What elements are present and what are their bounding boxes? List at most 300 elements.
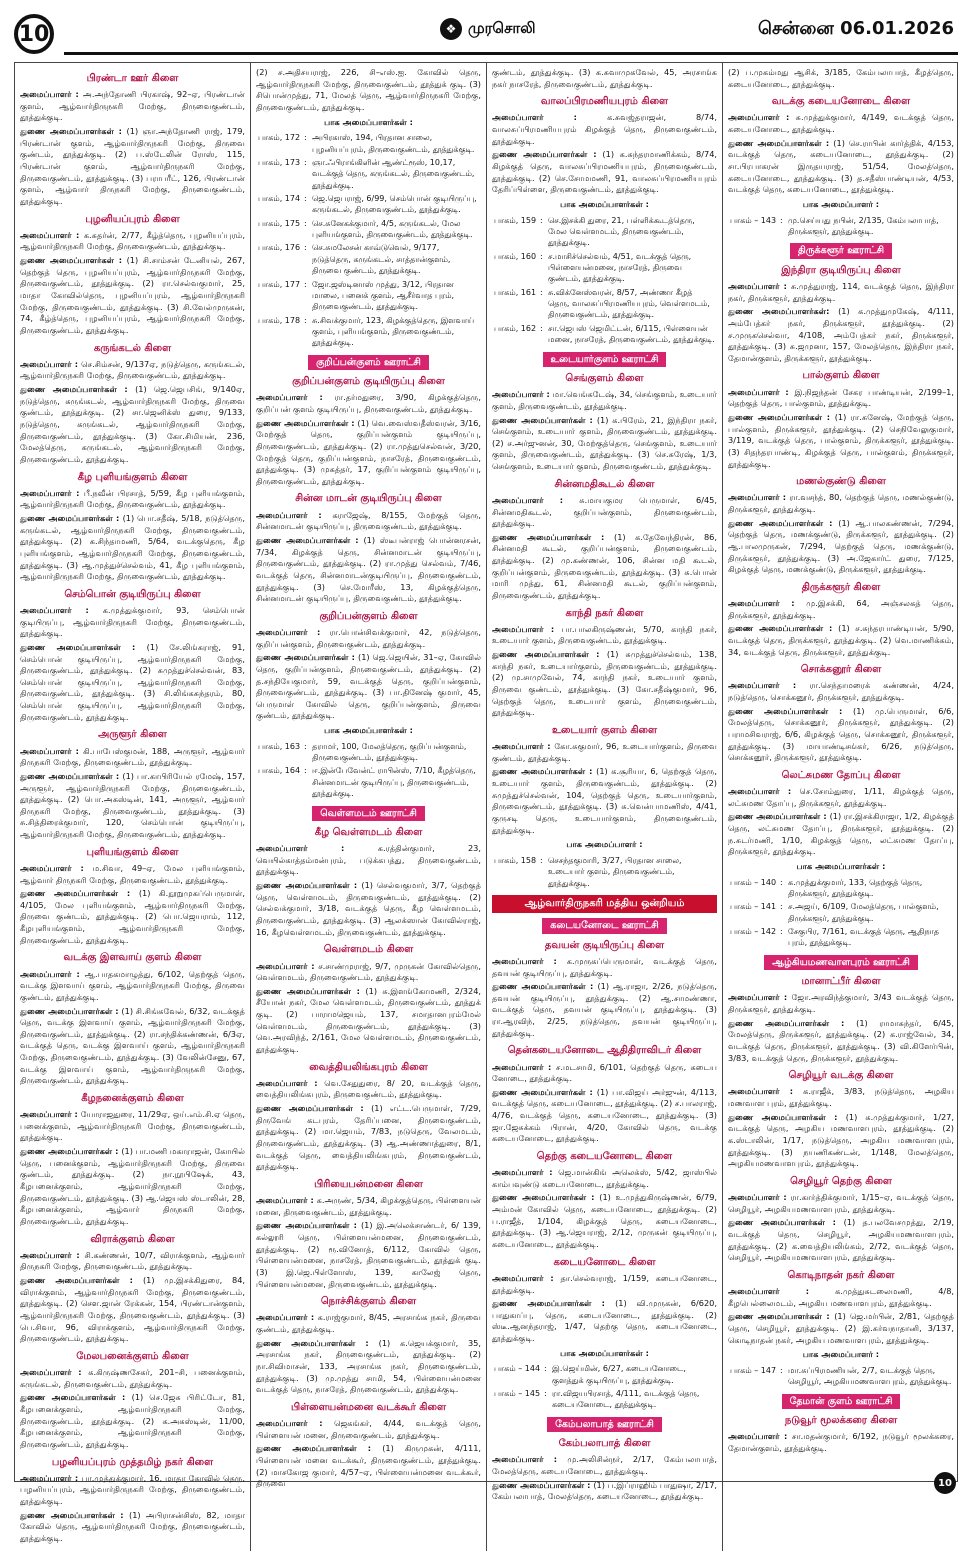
role-label: துணை அமைப்பாளர்கள் : <box>728 623 839 634</box>
role-label: அமைப்பாளர் : <box>256 509 333 520</box>
role-label: துணை அமைப்பாளர்கள் : <box>492 1086 597 1097</box>
separator-colon: : <box>780 902 783 912</box>
role-label: துணை அமைப்பாளர்கள் : <box>20 1392 132 1403</box>
member-entry <box>256 961 481 984</box>
member-details: க.முத்துசுடலைமணி, 4/8, கீழபெல்லைமடம், அழகிய மணவாளபுரம், தூத்துக்குடி. <box>728 1286 954 1308</box>
member-entry <box>256 1220 481 1290</box>
branch-heading: மேலபனைக்குளம் கிளை <box>76 1350 189 1362</box>
member-entry <box>492 415 717 473</box>
separator-colon: : <box>540 251 543 261</box>
member-details: (1) க.பிரேம், 21, இந்திரா நகர், செங்குளம், உடையார் குளம், திருவைகுண்டம், தூத்துக்குடி. (2) ச.அர்ஜுனன், 30, மேற்குத்தெரு, செங்குளம், உடையார் குளம், திருவைகுண்டம், தூத்துக்குடி. (3) செ.சுரேஷ், 1/3, செங்குளம், உடையார் குளம், திருவைகுண்டம், தூத்துக்குடி. <box>492 414 717 472</box>
role-label: துணை அமைப்பாளர்கள் : <box>256 985 366 996</box>
member-details: (1) செல்வகுமார், 3/7, தெற்குத் தெரு, வெள்ளமடம், திருவைகுண்டம், தூத்துக்குடி. (2) செல்வக்குமார், 3/18, வடக்குத் தெரு, கீழ வெள்ளமடம், திருவைகுண்டம், தூத்துக்குடி. (3) ஆலக்ஸான் கோவில்ராஜ், 16, கீழவெள்ளமடம், திருவைகுண்டம், தூத்துக்குடி. <box>256 880 481 937</box>
union-banner: ஆழ்வார்திருநகரி மத்திய ஒன்றியம் <box>492 895 717 913</box>
member-entry <box>492 67 717 90</box>
member-details: பீ.நவீன் பிரசாத், 5/59, கீழ புளியங்குளம், ஆழ்வார்திருநகரி மேற்கு, திருவைகுண்டம், தூத்துக்குடி. <box>20 487 245 510</box>
member-entry <box>728 623 954 658</box>
panchayat-banner: ஆழ்கியமணவாளபுரம் ஊராட்சி <box>764 955 918 970</box>
member-details: சு.மாயகுமர பெருமாள், 6/45, சின்னமதிகூடல், குறிப்பன்குளம், திருவைகுண்டம், தூத்துக்குடி. <box>492 494 717 529</box>
member-details: க.சுதர்ன், 2/77, கீழ்த்தெரு, புழனியப்புரம், ஆழ்வார்திருநகரி மேற்கு, திருவைகுண்டம், தூத்துக்குடி. <box>20 229 245 252</box>
page-header <box>0 0 972 54</box>
role-label: அமைப்பாளர் : <box>492 1272 561 1283</box>
branch-heading: பிரியைபன்மனை கிளை <box>314 1178 423 1190</box>
separator-colon: : <box>304 157 307 167</box>
member-details: இ.நிஜந்தன் சேகர பாண்டியன், 2/199–1, தெற்குத் தெரு, பால்குளம், தூத்துக்குடி. <box>728 386 954 409</box>
role-label: துணை அமைப்பாளர்கள் : <box>256 1443 383 1454</box>
booth-number: பாகம், 159 <box>494 215 537 225</box>
branch-heading: புளியங்குளம் கிளை <box>86 846 179 858</box>
role-label: துணை அமைப்பாளர்கள் : <box>256 1103 372 1114</box>
role-label: துணை அமைப்பாளர்கள் : <box>20 255 127 266</box>
member-details: (1) ஞா.அந்தோணி ராஜ், 179, பிரண்டான் குளம், ஆழ்வார்திருநகரி மேற்கு, திருவை குண்டம், தூத்துக்குடி. (2) ப.ஸ்டேலின் ரோஸ், 115, பிரண்டான் குளம், ஆழ்வார்திருநகரி மேற்கு, திருவைகுண்டம், தூத்துக்குடி. (3) பராபரீட், 126, பிரண்டான் குளம், ஆழ்வார் திருநகரி மேற்கு, திருவைகுண்டம், தூத்துக்குடி. <box>20 126 246 206</box>
member-entry <box>728 67 954 90</box>
branch-heading: நடுவூர் மூலக்கரை கிளை <box>784 1415 898 1427</box>
member-details: சி.கண்ணன், 10/7, விராக்குளம், ஆழ்வார் திருநகரி மேற்கு, திருவைகுண்டம், தூத்துக்குடி. <box>20 1249 245 1272</box>
booth-table <box>492 214 717 347</box>
member-details: (1) த.பலவேசமுத்து, 2/19, வடக்குத் தெரு, செழியூர், அழகியமணவாளபுரம், தூத்துக்குடி. (2) க.வைத்தியலிங்கம், 2/72, வடக்குத் தெரு, செழியூர், அழகியமணவாளபுரம், தூத்துக்குடி. <box>728 1217 954 1263</box>
branch-heading: கீழ வெள்ளமடம் கிளை <box>314 827 423 839</box>
role-label: அமைப்பாளர் : <box>256 1418 335 1429</box>
member-details: (1) கிருமுகன், 4/111, பிள்ளையன் மனை வடக்கூர், திருவைகுண்டம், தூத்துக்குடி. (2) மாசகோஜ குமார், 4/57–ஏ, பிள்ளையன்மனை வடக்கூர், திருவை <box>256 1443 482 1489</box>
branch-heading: விராக்குளம் கிளை <box>90 1233 175 1245</box>
member-details: (1) சி.சிங்கவேல், 6/32, வடக்குத் தெரு, வடக்கு இளவாய் குளம், ஆழ்வார்திருநகரி மேற்கு, திருவைகுண்டம், தூத்துக்குடி. (2) ரா.சந்திக்கண்ணன், 6/3ஏ, வடக்குத் தெரு, வடக்கு இளவாய் குளம், ஆழ்வார்திருநகரி மேற்கு, திருவைகுண்டம், தூத்துக்குடி. (3) வேலின்சேனு, 67, வடக்கு இளவாய் குளம், ஆழ்வார்திருநகரி மேற்கு, திருவைகுண்டம், தூத்துக்குடி. <box>20 1005 245 1086</box>
member-details: க.ராஜ்குமார், 8/45, அரசாங்க நகர், திருவை குண்டம், தூத்துக்குடி. <box>256 1312 481 1335</box>
footer-page-number: 10 <box>934 1472 956 1494</box>
booth-member: சு.விக்னேஸ்வரன், 8/57, அண்ணா கீழத் தெரு, வாலசுப்பிரமணியபுரம், வெள்ளமடம், திருவைகுண்டம், தூத்துக்குடி. <box>548 287 710 320</box>
member-details: (1) பா.காபிரியேல் ரமேஷ், 157, அருளூர், ஆழ்வார்திருநகரி மேற்கு, திருவைகுண்டம், தூத்துக்குடி. (2) பொ.அகஸ்டின், 141, அருளூர், ஆழ்வார் திருநகரி மேற்கு, திருவைகுண்டம், தூத்துக்குடி. (3) சு.சித்திரைக்குமார், 120, செம்பொன் குடியிருப்பு, ஆழ்வார்திருநகரி மேற்கு, திருவைகுண்டம், தூத்துக்குடி. <box>20 770 246 840</box>
booth-table <box>256 740 481 801</box>
member-details: (1) க.தேவேந்திரன், 86, சின்னமதி கூடல், குறிப்பன்குளம், திருவைகுண்டம், தூத்துக்குடி. (2) மு.கண்ணன், 106, சின்ன மதி கூடல், குறிப்பன்குளம், திருவைகுண்டம், தூத்துக்குடி. (3) சு.பொன் மாரி முத்து, 61, சின்னமதி கூடல், குறிப்பன்குளம், திருவைகுண்டம், தூத்துக்குடி. <box>492 531 717 601</box>
member-details: (1) செ.ஜேசு பிரிட்டோ, 81, கீழபனைக்குளம், ஆழ்வார்திருநகரி மேற்கு, திருவைகுண்டம், தூத்துக்குடி. (2) க.அகஸ்டின், 11/00, கீழபனைக்குளம், ஆழ்வார்திருநகரி மேற்கு, திருவைகுண்டம், தூத்துக்குடி. <box>20 1392 245 1449</box>
member-entry <box>492 1454 717 1477</box>
role-label: துணை அமைப்பாளர்கள் : <box>20 641 147 652</box>
member-details: (1) மு.இசக்கிதுரை, 84, விராக்குளம், ஆழ்வார்திருநகரி மேற்கு, திருவைகுண்டம், தூத்துக்குடி. (2) சௌ.ஜான் ரேக்கன், 154, பிரண்டான்குளம், ஆழ்வார்திருநகரி மேற்கு, திருவைகுண்டம், தூத்துக்குடி. (3) பெ.சிவா, 96, விராக்குளம், ஆழ்வார்திருநகரி மேற்கு, திருவைகுண்டம், தூத்துக்குடி. <box>20 1275 246 1344</box>
role-label: அமைப்பாளர் : <box>20 229 84 240</box>
role-label: துணை அமைப்பாளர்கள் : <box>256 534 364 545</box>
separator-colon: : <box>780 926 783 936</box>
role-label: துணை அமைப்பாளர்கள் : <box>492 1479 594 1490</box>
member-entry <box>20 888 245 946</box>
role-label: அமைப்பாளர் : <box>256 843 378 854</box>
member-entry <box>728 1286 954 1309</box>
separator-colon: : <box>304 133 307 143</box>
panchayat-banner: குறிப்பன்குளம் ஊராட்சி <box>308 355 429 370</box>
member-details: (1) ப.இப்ராஹிம் பாதுஷா, 2/17, கேம்பலாபாத், மேலத்தெரு, கடையனோடை, தூத்துக்குடி. <box>492 1479 718 1502</box>
member-details: (1) ச.சுந்தரபாண்டியன், 5/90, வடக்குத் தெரு, திருக்களூர், தூத்துக்குடி. (2) வெ.மாணிக்கம், 34, வடக்குத் தெரு, திருக்களூர், தூத்துக்குடி. <box>728 623 954 657</box>
branch-heading: சொக்கனூர் கிளை <box>800 664 882 676</box>
role-label: துணை அமைப்பாளர்கள் : <box>728 811 830 822</box>
column-2 <box>251 63 487 1551</box>
member-entry <box>20 513 245 583</box>
role-label: அமைப்பாளர் : <box>256 1077 325 1088</box>
member-entry <box>20 1275 245 1345</box>
booth-number: பாகம், 178 <box>258 315 301 325</box>
branch-heading: மானாட்பீர் கிளை <box>801 976 881 988</box>
role-label: அமைப்பாளர் : <box>492 741 555 752</box>
separator-colon: : <box>304 218 307 228</box>
member-entry <box>256 535 481 605</box>
column-3 <box>487 63 723 1551</box>
member-details: (1) சே.லிங்கராஜ், 91, செம்பொன் குடியிருப்பு, ஆழ்வார்திருநகரி மேற்கு, திருவைகுண்டம், தூத்துக்குடி. (2) சுமுத்துச்செல்வன், 83, செம்பொன் குடியிருப்பு, ஆழ்வார்திருநகரி மேற்கு, திருவைகுண்டம், தூத்துக்குடி. (3) சி.லிங்கசுந்தரம், 80, செம்பொன் குடியிருப்பு, ஆழ்வார்திருநகரி மேற்கு, திருவைகுண்டம், தூத்துக்குடி. <box>20 641 245 722</box>
role-label: துணை அமைப்பாளர்கள்: <box>728 306 839 317</box>
booth-subheading: பாக அமைப்பாளர்கள் : <box>324 116 413 127</box>
booth-member: சேகுபிர, 7/161, வடக்குத் தெரு, ஆதிநாத புரம், தூத்துக்குடி. <box>788 926 939 948</box>
role-label: துணை அமைப்பாளர்கள் : <box>728 1311 835 1322</box>
role-label: துணை அமைப்பாளர்கள் : <box>492 414 597 425</box>
panchayat-banner: கடையனோடை ஊராட்சி <box>542 918 666 933</box>
member-details: (1) ஆ.பாலகண்ணன், 7/294, தெற்குத் தெரு, மணக்குண்டு, திருக்களூர், தூத்துக்குடி. (2) ஆ.பாலமுருகன், 7/294, தெற்குத் தெரு, மணக்குண்டு, திருக்களூர், தூத்துக்குடி. (3) அ.ஜேகார்ட் துரை, 7/125, கிழக்குத் தெரு, மணக்குண்டு, திருக்களூர், தூத்துக்குடி. <box>728 517 954 575</box>
member-entry <box>492 1062 717 1085</box>
branch-heading: வடக்கு கடையனோடை கிளை <box>771 96 911 108</box>
branch-heading: திருக்களூர் கிளை <box>801 581 881 593</box>
member-entry <box>256 986 481 1056</box>
booth-number: பாகம் – 140 <box>730 877 777 887</box>
panchayat-banner: வெள்ளமடம் ஊராட்சி <box>312 806 425 821</box>
member-entry <box>492 649 717 719</box>
booth-subheading: பாக அமைப்பாளர்கள் : <box>560 198 649 209</box>
member-details: (1) ஆ.ராஜா, 2/26, நடுத்தெரு, தவயன் குடியிருப்பு, தூத்துக்குடி. (2) ஆ.சாமண்ணா, வடக்குத் தெரு, தவயன் குடியிருப்பு, தூத்துக்குடி. (3) ரா.ஆரவிந், 2/25, நடுத்தெரு, தவயன் குடியிருப்பு, தூத்துக்குடி. <box>492 981 718 1038</box>
member-entry <box>728 1217 954 1264</box>
branch-heading: வைத்தியலிங்கபுரம் கிளை <box>309 1061 428 1073</box>
member-details: கராஜேஷ், 8/155, மேற்குத் தெரு, சின்னமாடன் குடியிருப்பு, திருவைகுண்டம், தூத்துக்குடி. <box>256 509 481 532</box>
branch-heading: லெட்சுமண தோப்பு கிளை <box>781 769 901 781</box>
role-label: அமைப்பாளர் : <box>20 862 93 873</box>
member-entry <box>492 981 717 1039</box>
role-label: துணை அமைப்பாளர்கள் : <box>492 649 607 660</box>
role-label: துணை அமைப்பாளர்கள் : <box>728 1111 846 1122</box>
role-label: துணை அமைப்பாளர்கள் : <box>256 880 362 891</box>
role-label: அமைப்பாளர் : <box>728 1192 791 1203</box>
role-label: அமைப்பாளர் : <box>492 623 562 634</box>
member-details: (1) வி.முருகன், 6/620, பாதுகாப்பு, தெரு, கடையனோடை, தூத்துக்குடி. (2) ஸ்டீ.ஆனந்தராஜ், 1/47, தெற்கு தெரு, கடையனோடை, தூத்துக்குடி. <box>492 1298 717 1344</box>
member-details: (2) ச.அதிசயராஜ், 226, சி–எஸ்.ஐ. கோவில் தெரு, ஆழ்வார்திருநகரி மேற்கு, திருவைகுண்டம், தூத்துக் குடி. (3) சிபொன்முத்து, 71, மேலத் தெரு, ஆழ்வார்திருநகரி மேற்கு, திருவைகுண்டம், தூத்துக்குடி. <box>256 67 481 112</box>
separator-colon: : <box>540 855 543 865</box>
member-details: க.அருண், 5/34, கிழக்குத்தெரு, பிள்ளையன் மனை, திருவைகுண்டம், தூத்துக்குடி. <box>256 1195 481 1217</box>
member-entry <box>20 359 245 382</box>
member-details: கோ.சுகுமார், 96, உடையார்குளம், திருவை குண்டம், தூத்துக்குடி. <box>492 741 717 763</box>
member-details: (1) பா.விஜய் அர்ஜுன், 4/113, வடக்குத் தெரு, கடையனோடை, தூத்துக்குடி. (2) ச.பாலராஜ், 4/76, வடக்குத் தெரு, கடையனோடை, தூத்துக்குடி. (3) ஜா.ஜேசுக்கம் பிரான், 4/20, கோவில் தெரு, வடக்கு கடையனோடை, தூத்துக்குடி. <box>492 1086 717 1144</box>
role-label: அமைப்பாளர் : <box>256 960 319 971</box>
member-entry <box>728 387 954 410</box>
role-label: அமைப்பாளர் : <box>728 386 795 397</box>
role-label: அமைப்பாளர் : <box>492 1167 559 1178</box>
booth-number: பாகம், 164 <box>258 766 301 776</box>
member-details: (1) ரா.சுனேஷ், மேற்குத் தெரு, பால்குளம், திருக்களூர், தூத்துக்குடி. (2) செநிவேலுகுமார், 3/119, வடக்குத் தெரு, பால்குளம், திருக்களூர், தூத்துக்குடி. (3) சிதந்தரபாண்டி, கிழக்குத் தெரு, பால்குளம், திருக்களூர், தூத்துக்குடி. <box>728 411 954 469</box>
role-label: துணை அமைப்பாளர்கள் : <box>20 1509 130 1520</box>
separator-colon: : <box>780 215 783 225</box>
role-label: அமைப்பாளர் : <box>492 389 553 400</box>
member-entry <box>728 811 954 858</box>
member-entry <box>20 89 245 124</box>
member-entry <box>20 230 245 253</box>
member-details: செ.சிம்சன், 9/137ஏ, நடுத்தெரு, கருங்கடல், ஆழ்வார்திருநகரி மேற்கு, திருவைகுண்டம், தூத்துக்குடி. <box>20 358 246 381</box>
role-label: துணை அமைப்பாளர்கள் : <box>492 981 598 992</box>
booth-table <box>728 1364 954 1389</box>
member-details: க.கிருஷ்ணசேகர், 201–சி, பனைக்குளம், கருங்கடல், திருவைகுண்டம், தூத்துக்குடி. <box>20 1367 245 1389</box>
member-details: கி.பாபேஸ்குமன், 188, அருளூர், ஆழ்வார் திருநகரி மேற்கு, திருவைகுண்டம், தூத்துக்குடி. <box>20 745 245 768</box>
booth-table <box>492 854 717 890</box>
role-label: துணை அமைப்பாளர்கள் : <box>20 888 139 899</box>
member-entry <box>492 1167 717 1190</box>
member-entry <box>492 495 717 530</box>
role-label: துணை அமைப்பாளர்கள் : <box>492 149 603 160</box>
member-entry <box>728 598 954 621</box>
booth-subheading: பாக அமைப்பாளர்கள் : <box>324 725 413 736</box>
role-label: அமைப்பாளர் : <box>20 1249 85 1260</box>
booth-table <box>728 214 954 239</box>
role-label: துணை அமைப்பாளர்கள் : <box>20 512 123 523</box>
role-label: அமைப்பாளர் : <box>256 392 335 403</box>
separator-colon: : <box>540 215 543 225</box>
member-entry <box>256 1418 481 1441</box>
booth-row <box>256 241 481 277</box>
member-details: க.முத்துக்குமார், 93, செம்பொன் குடியிருப்பு, ஆழ்வார்திருநகரி மேற்கு, திருவைகுண்டம், தூத்துக்குடி. <box>20 605 245 639</box>
member-entry <box>20 384 245 465</box>
member-details: ஜோ.அரவிந்த்குமார், 3/43 வடக்குத் தெரு, திருக்களூர், தூத்துக்குடி. <box>728 992 955 1015</box>
role-label: துணை அமைப்பாளர்கள் : <box>256 417 358 428</box>
paper-name: முரசொலி <box>468 19 536 37</box>
member-entry <box>20 642 245 723</box>
member-details: யோராஜதுரை, 11/29ஏ, ஒய்.எம்.சி.ஏ தெரு, பனைக்குளம், ஆழ்வார்திருநகரி மேற்கு, திருவைகுண்டம், தூத்துக்குடி. <box>20 1109 245 1143</box>
separator-colon: : <box>304 279 307 289</box>
member-details: ரா.கார்த்திக்குமார், 1/15–ஏ, வடக்குத் தெரு, செழியூர், அழகியமணவாளபுரம், தூத்துக்குடி. <box>728 1192 955 1214</box>
member-entry <box>20 1146 245 1227</box>
member-entry <box>492 532 717 602</box>
booth-member: செசந்தகுமாரி, 3/27, பிரதான சாலை, உடையார் குளம், திருவைகுண்டம், தூத்துக்குடி. <box>548 855 682 888</box>
member-details: (1) ஜெ.ஜெபசிங், 9/140ஏ, நடுத்தெரு, கருங்கடல், ஆழ்வார்திருநகரி மேற்கு, திருவை குண்டம், தூத்துக்குடி. (2) சா.ஜெனிக்ஸ் துரை, 9/133, நடுத்தெரு, கருங்கடல், ஆழ்வார்திருநகரி மேற்கு, திருவைகுண்டம், தூத்துக்குடி. (3) கோ.சிமியன், 236, மேலத்தெரு, கருங்கடல், ஆழ்வார்திருநகரி மேற்கு, திருவைகுண்டம், தூத்துக்குடி. <box>20 384 245 464</box>
booth-row <box>492 1387 717 1412</box>
role-label: துணை அமைப்பாளர்கள் : <box>728 411 835 422</box>
member-details: (1) செ.ராபின் கார்த்திக், 4/153, வடக்குத் தெரு, கடையனோடை, தூத்துக்குடி. (2) சா.பிரபாகரன் இருதயராஜ், 51/54, மேலத்தெரு, கடையனோடை, தூத்துக்குடி. (3) த.சதீஸ்பாண்டியன், 4/53, வடக்குத் தெரு, கடையனோடை, தூத்துக்குடி. <box>728 137 955 195</box>
header-rule <box>64 52 958 55</box>
booth-row <box>256 764 481 800</box>
member-entry <box>256 652 481 722</box>
member-entry <box>492 956 717 979</box>
booth-row <box>256 131 481 156</box>
booth-subheading: பாக அமைப்பாளர்கள் : <box>796 860 886 871</box>
member-entry <box>256 392 481 415</box>
member-entry <box>20 1367 245 1390</box>
member-entry <box>256 880 481 938</box>
branch-heading: உடையார் குளம் கிளை <box>551 724 658 736</box>
member-details: செ.சோம்துரை, 1/11, கிழக்குத் தெரு, லட்சுமண தோப்பு, திருக்களூர், தூத்துக்குடி. <box>728 786 954 808</box>
member-entry <box>728 992 954 1015</box>
role-label: துணை அமைப்பாளர்கள் : <box>492 766 597 777</box>
member-entry <box>492 1087 717 1145</box>
member-details: பா.பாலகிருஷ்ணன், 5/70, காந்தி நகர், உடையார் குளம், திருவைகுண்டம், தூத்துக்குடி. <box>492 623 718 646</box>
role-label: அமைப்பாளர் : <box>728 992 792 1003</box>
member-entry <box>492 741 717 764</box>
member-details: (1) உ.முத்துகிருஷ்ணன், 6/79, அம்மன் கோவில் தெரு, கடையனோடை, தூத்துக்குடி. (2) ப.ராஜீத், 1/104, கிழக்குத் தெரு, கடையனோடை, தூத்துக்குடி. (3) ஆ.ஜெயராஜ், 2/12, முருகன் குடியிருப்பு, கடையனோடை, தூத்துக்குடி. <box>492 1192 718 1250</box>
branch-heading: சின்ன மாடன் குடியிருப்பு கிளை <box>295 493 442 505</box>
member-entry <box>728 112 954 135</box>
branch-heading: அருளூர் கிளை <box>98 729 167 741</box>
branch-heading: பழனியப்புரம் முத்தமிழ் நகர் கிளை <box>51 1456 214 1468</box>
booth-number: பாகம் – 144 <box>494 1364 541 1374</box>
member-entry <box>492 624 717 647</box>
member-details: (1) சு.இளங்கோமணி, 2/324, சீயோன் நகர், மேல வெள்ளமடம், திருவைகுண்டம், தூத்துக் குடி. (2) பாராமஜெயம், 137, சமாதானபுரம்மேல் வெள்ளமடம், திருவைகுண்டம், தூத்துக்குடி. (3) வெ.அரவிந்த், 2/161, மேல வெள்ளமடம், திருவைகுண்டம், தூத்துக்குடி. <box>256 985 482 1054</box>
member-details: ம.சிவா, 49–ஏ, மேல புளியங்குளம், ஆழ்வார் திருநகரி மேற்கு, திருவைகுண்டம், தூத்துக்குடி. <box>20 862 245 885</box>
role-label: அமைப்பாளர் : <box>492 1454 568 1465</box>
booth-row <box>492 250 717 286</box>
member-details: (1) வெ.வைஸ்வதீஸ்வரன், 3/16, மேற்குத் தெரு, குறிப்பன்குளம் குடியிருப்பு, திருவைகுண்டம், தூத்துக்குடி. (2) ரா.முத்துசெல்வன், 3/20, மேற்குத் தெரு, குறிப்பன்குளம், நாசரேத், திருவைகுண்டம், தூத்துக்குடி. (3) முகத்தர், 17, குறிப்பன்குளம் குடியிருப்பு, திருவைகுண்டம், தூத்துக்குடி. <box>256 417 481 486</box>
role-label: அமைப்பாளர் : <box>728 1431 792 1442</box>
member-details: (1) சுமுத்துச்செல்வம், 138, காந்தி நகர், உடையார்குளம், திருவைகுண்டம், தூத்துக்குடி. (2) மு.சாமுவேல், 74, காந்தி நகர், உடையார் குளம், திருவை குண்டம், தூத்துக்குடி. (3) கோ.சதீஷ்குமார், 96, தெற்குத் தெரு, உடையார் குளம், திருவைகுண்டம், தூத்துக்குடி. <box>492 649 717 718</box>
branch-heading: செங்குளம் கிளை <box>565 373 644 385</box>
member-details: க.ராஜீக், 3/83, நடுத்தெரு, அழகிய மணவாள புரம், தூத்துக்குடி. <box>728 1086 954 1109</box>
panchayat-banner: தேமான் குளம் ஊராட்சி <box>782 1394 901 1409</box>
member-details: (1) சி.சாம்சன் டேனியல், 267, தெற்குத் தெரு, புழனியப்புரம், ஆழ்வார்திருநகரி மேற்கு, திருவைகுண்டம், தூத்துக்குடி. (2) ரா.செல்வகுமார், 25, மாதா கோவில்தெரு, புழனியப்புரம், ஆழ்வார்திருநகரி மேற்கு, திருவைகுண்டம், தூத்துக்குடி. (3) சி.வேல்முருகன், 74, கீழ்த்தெரு, புழனியப்புரம், ஆழ்வார்திருநகரி மேற்கு, திருவைகுண்டம், தூத்துக்குடி. <box>20 255 245 335</box>
booth-subheading: பாக அமைப்பாளர் : <box>566 839 643 850</box>
member-entry <box>728 281 954 304</box>
booth-row <box>256 192 481 217</box>
masthead <box>440 18 536 40</box>
branch-heading: வெள்ளமடம் கிளை <box>323 944 414 956</box>
separator-colon: : <box>304 766 307 776</box>
role-label: அமைப்பாளர் : <box>492 112 608 123</box>
role-label: துணை அமைப்பாளர்கள் : <box>492 1298 616 1309</box>
separator-colon: : <box>304 243 307 253</box>
member-details: க.சுவஜ்தராஜன், 8/74, வாலசுப்பிரமணியபுரம் கிழக்குத் தெரு, திருவைகுண்டம், தூத்துக்குடி. <box>492 112 717 146</box>
branch-heading: தெற்கு கடையனோடை கிளை <box>536 1151 673 1163</box>
member-entry <box>492 766 717 836</box>
booth-number: பாகம், 158 <box>494 855 537 865</box>
booth-row <box>256 314 481 350</box>
member-entry <box>728 1086 954 1109</box>
role-label: அமைப்பாளர் : <box>20 1472 82 1483</box>
booth-number: பாகம், 173 <box>258 157 301 167</box>
member-entry <box>728 412 954 470</box>
member-details: ரா.தர்மதுரை, 3/90, கிழக்குத்தெரு, குறிப்பன் குளம் குடியிருப்பு, திருவைகுண்டம், தூத்துக்குடி. <box>256 392 481 414</box>
role-label: அமைப்பாளர் : <box>492 1061 556 1072</box>
booth-subheading: பாக அமைப்பாளர்கள் : <box>560 1347 649 1358</box>
role-label: அமைப்பாளர் : <box>20 358 82 369</box>
panchayat-banner: திருக்களூர் ஊராட்சி <box>790 243 892 258</box>
member-entry <box>728 306 954 364</box>
role-label: அமைப்பாளர் : <box>256 626 330 637</box>
role-label: துணை அமைப்பாளர்கள் : <box>728 517 839 528</box>
member-entry <box>728 518 954 576</box>
branch-heading: கேம்பலாபாத் கிளை <box>558 1438 651 1450</box>
branch-heading: பால்குளம் கிளை <box>802 370 880 382</box>
branch-heading: குறிப்பன்குளம் குடியிருப்பு கிளை <box>292 376 445 388</box>
booth-number: பாகம், 175 <box>258 218 301 228</box>
booth-row <box>728 214 954 239</box>
booth-member: ஞா.ஃபிராங்கிளின் ஆண்ட்ரூஸ், 10,17, வடக்குத் தெரு, கருங்கடல், திருவைகுண்டம், தூத்துக்குடி. <box>312 157 475 190</box>
booth-member: அபிரகாஸ், 194, பிரதான சாலை, புழனியப்புரம், திருவைகுண்டம், தூத்துக்குடி. <box>312 133 475 154</box>
member-entry <box>256 1312 481 1335</box>
separator-colon: : <box>540 323 543 333</box>
member-details: அ.அந்தோணி பிரகாஷ், 92–ஏ, பிரண்டான் குளம், ஆழ்வார்திருநகரி மேற்கு, திருவைகுண்டம், தூத்துக்குடி. <box>20 89 245 123</box>
separator-colon: : <box>540 287 543 297</box>
booth-subheading: பாக அமைப்பாளர் : <box>802 1349 880 1360</box>
role-label: அமைப்பாளர் : <box>20 1367 89 1378</box>
member-entry <box>256 510 481 533</box>
booth-member: மு.செய்யது நபின், 2/135, கேம்பலாபாத், திருக்களூர், தூத்துக்குடி. <box>788 215 939 236</box>
member-entry <box>256 1103 481 1173</box>
member-details: (1) கி.நூறுமுகப்பெருமாள், 4/105, மேல புளியங்குளம், ஆழ்வார்திருநகரி மேற்கு, திருவை குண்டம், தூத்துக்குடி. (2) பொ.ஜெயராம், 112, கீழபுளியங்குளம், ஆழ்வார்திருநகரி மேற்கு, திருவைகுண்டம், தூத்துக்குடி. <box>20 888 245 945</box>
member-entry <box>728 786 954 809</box>
booth-row <box>492 286 717 322</box>
member-details: (1) எட்ட.பெருமாள், 7/29, திருவேங் கடபுரம், தேரிப்பனை, திருவைகுண்டம், தூத்துக்குடி. (2) மா.ஜெயம், 7/83, நடுதெரு, வேலமடம், திருவைகுண்டம், தூத்துக்குடி. (3) ஆ.அண்ணாத்துரை, 8/1, வடக்குத் தெரு, வைத்தியலிங்கபுரம், திருவைகுண்டம், தூத்துக்குடி. <box>256 1103 481 1172</box>
role-label: அமைப்பாளர் : <box>20 745 84 756</box>
member-details: (1) மு.பெருமாள், 6/6, மேலத்தெரு, சொக்கனூர், திருக்களூர், தூத்துக்குடி. (2) பராமசிவராஜ், 6/6, கிழக்குத் தெரு, சொக்கனூர், திருக்களூர், தூத்துக்குடி. (3) மாயாண்டிசங்கர், 6/26, நடுத்தெரு, சொக்கனூர், திருக்களூர், தூத்துக்குடி. <box>728 705 954 763</box>
member-entry <box>728 138 954 196</box>
branch-heading: நொச்சிக்குளம் கிளை <box>320 1296 417 1308</box>
branch-heading: செழியூர் வடக்கு கிளை <box>788 1070 894 1082</box>
separator-colon: : <box>304 194 307 203</box>
masthead-logo-icon: ❖ <box>440 18 462 40</box>
member-entry <box>256 1078 481 1101</box>
role-label: துணை அமைப்பாளர்கள் : <box>20 126 127 137</box>
role-label: அமைப்பாளர் : <box>20 605 103 615</box>
panchayat-banner: கேம்பலாபாத் ஊராட்சி <box>547 1417 662 1432</box>
member-entry <box>20 863 245 886</box>
member-entry <box>492 112 717 147</box>
member-details: ரா.வசந்த், 80, தெற்குத் தெரு, மணல்குண்டு, திருக்களூர், தூத்துக்குடி. <box>728 492 954 514</box>
member-details: (1) ராமாசுந்தர், 6/45, மேலத்தெரு, திருக்களூர், தூத்துக்குடி. (2) க.ராஜ்வேல், 34, வடக்குத் தெரு, திருக்களூர், தூத்துக்குடி. (3) வி.கிளேர்பின், 3/83, வடக்குத் தெரு, திருக்களூர், தூத்துக்குடி. <box>728 1017 954 1063</box>
booth-member: ஜோ.ஜஸ்டினாஸ் முத்து, 3/12, பிரதான மாலை, பனைக் குளம், ஆசீர்வாத புரம், திருவைகுண்டம், தூத்துக்குடி. <box>312 279 455 312</box>
branch-heading: புழனியப்புரம் கிளை <box>85 213 180 225</box>
booth-member: தராமர், 100, மேலத்தெரு, குறிப்பன்குளம், திருவைகுண்டம், தூத்துக்குடி. <box>312 741 467 763</box>
member-details: (1) ஜெ.மர்பின், 2/81, தெற்குத் தெரு, செழியூர், தூத்துக்குடி. (2) இ.சுர்வநாதானி, 3/137, கொடிநாதன் நகர், அழகிய மணவாளபுரம், தூத்துக்குடி. <box>728 1311 954 1345</box>
booth-member: ஜெ.ஜெபராஜ், 6/99, செம்பொன் குடியிருப்பு, கருங்கடல், திருவைகுண்டம், தூத்துக்குடி. <box>312 194 477 215</box>
booth-row <box>492 214 717 250</box>
booth-row <box>256 156 481 192</box>
branch-heading: கீழ புளியங்குளம் கிளை <box>77 471 188 483</box>
member-details: (1) க.சுந்தரமாணிக்கம், 8/74, கிழக்குத் தெரு, வாலசுப்பிரமணியபுரம், திருவைகுண்டம், தூத்துக்குடி. (2) செ.சோமமணி, 91, வாலசுப்பிரமணியபுரம் தேரிப்பிள்ளை, திருவைகுண்டம், தூத்துக்குடி. <box>492 149 718 195</box>
member-entry <box>20 1473 245 1508</box>
role-label: துணை அமைப்பாளர்கள் : <box>20 1275 143 1286</box>
member-details: (1) ரா.இசக்கிராஜா, 1/2, கிழக்குத் தெரு, லட்சுமண தோப்பு, திருக்களூர், தூத்துக்குடி. (2) ந.சுடர்மணி, 1/10, கிழக்குத் தெரு, லட்சுமண தோப்பு, திருக்களூர், தூத்துக்குடி. <box>728 811 954 857</box>
role-label: அமைப்பாளர் : <box>492 494 580 505</box>
branch-heading: காந்தி நகர் கிளை <box>565 607 644 619</box>
role-label: அமைப்பாளர் : <box>492 955 567 966</box>
member-details: தா.செல்வராஜ், 1/159, கடையனோடை, தூத்துக்குடி. <box>492 1272 717 1295</box>
booth-table <box>492 1362 717 1411</box>
member-details: மா.வெங்கடேஷ், 34, செங்குளம், உடையார் குளம், திருவைகுண்டம், தூத்துக்குடி. <box>492 389 717 411</box>
member-details: க.ரத்தின்குமார், 23, வெயில்காத்தம்மன்புரம், படுக்கபத்து, திருவைகுண்டம், தூத்துக்குடி. <box>256 843 481 877</box>
booth-row <box>256 278 481 314</box>
booth-row <box>728 876 954 901</box>
member-entry <box>256 1443 481 1490</box>
column-1 <box>15 63 251 1551</box>
booth-number: பாகம், 176 <box>258 243 301 253</box>
member-entry <box>728 1192 954 1215</box>
member-details: ரா.செந்தாமரைக் கண்ணன், 4/24, நடுத்தெரு, சொக்கனூர், திருக்களூர், தூத்துக்குடி. <box>728 680 954 703</box>
booth-member: செ.சுனேகக்குமார், 4/5, கருங்கடல், மேல புளியங்குளம், திருவைகுண்டம், தூத்துக்குடி. <box>312 218 473 240</box>
member-details: (1) அபிராசன்சிஸ், 82, மாதா கோவில் தெரு, ஆழ்வார்திருநகரி மேற்கு, திருவைகுண்டம், தூத்துக்குடி. <box>20 1509 246 1543</box>
role-label: அமைப்பாளர் : <box>20 1109 81 1120</box>
booth-row <box>256 740 481 765</box>
member-entry <box>20 1250 245 1273</box>
member-details: வெ.சேதுதுரை, 8/ 20, வடக்குத் தெரு, வைத்தியலிங்கபுரம், திருவைகுண்டம், தூத்துக்குடி. <box>256 1077 481 1100</box>
member-entry <box>20 126 245 207</box>
role-label: துணை அமைப்பாளர்கள் : <box>492 531 614 542</box>
branch-heading: வடக்கு இளவாய் குளம் கிளை <box>63 952 202 964</box>
member-entry <box>728 1018 954 1065</box>
role-label: அமைப்பாளர் : <box>728 680 810 691</box>
member-entry <box>20 1109 245 1144</box>
member-entry <box>728 1112 954 1170</box>
role-label: அமைப்பாளர் : <box>20 487 84 498</box>
booth-number: பாகம், 172 <box>258 133 301 143</box>
separator-colon: : <box>304 315 307 325</box>
member-entry <box>20 255 245 336</box>
member-entry <box>20 969 245 1004</box>
article-columns <box>14 62 958 1543</box>
branch-heading: குறிப்பன்குளம் கிளை <box>319 610 418 622</box>
